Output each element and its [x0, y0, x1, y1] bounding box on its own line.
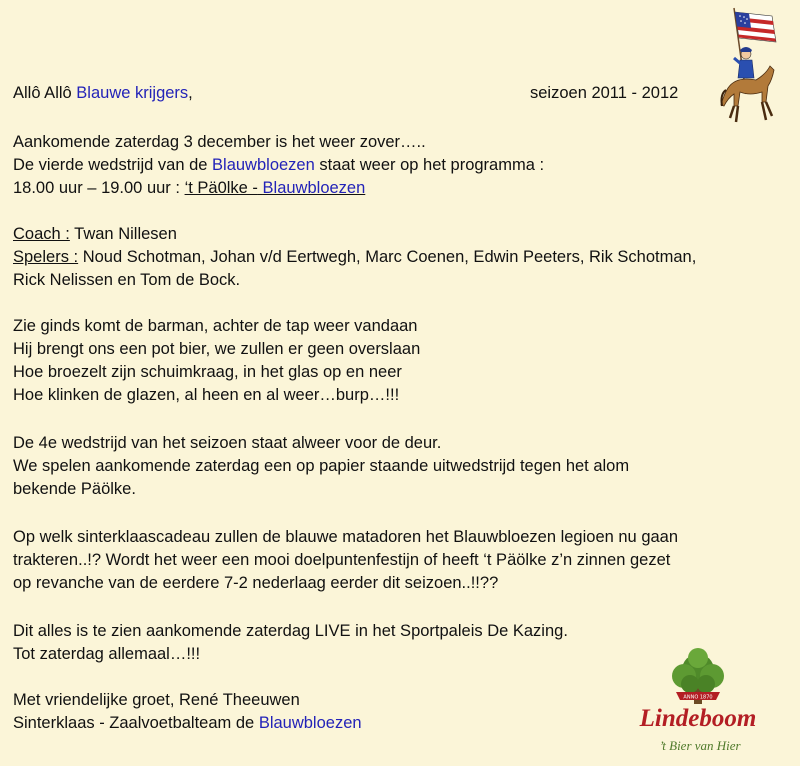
away-team: Blauwbloezen — [262, 179, 366, 197]
team-name: Blauwbloezen — [258, 714, 362, 732]
greeting-comma: , — [188, 84, 193, 102]
poem-line: Hij brengt ons een pot bier, we zullen er geen overslaan — [13, 340, 421, 358]
intro-text: staat weer op het programma : — [319, 156, 545, 174]
coach-line — [13, 223, 177, 245]
cavalry-soldier-illustration — [716, 2, 782, 130]
players-line-2: Rick Nelissen en Tom de Bock. — [13, 271, 241, 289]
poem-line: Zie ginds komt de barman, achter de tap weer vandaan — [13, 317, 418, 335]
logo-badge: ANNO 1870 — [683, 694, 713, 701]
paragraph-line: Tot zaterdag allemaal…!!! — [13, 645, 201, 663]
players-names: Noud Schotman, Johan v/d Eertwegh, Marc Coenen, Edwin Peeters, Rik Schotman, — [82, 248, 697, 266]
match-line — [13, 177, 365, 199]
paragraph-line: trakteren..!? Wordt het weer een mooi doelpuntenfestijn of heeft ‘t Päölke z’n zinnen gezet — [13, 551, 671, 569]
lindeboom-logo — [636, 646, 760, 758]
intro-line-1: Aankomende zaterdag 3 december is het weer zover….. — [13, 133, 426, 151]
signoff-line: Met vriendelijke groet, René Theeuwen — [13, 691, 300, 709]
paragraph-line: Op welk sinterklaascadeau zullen de blauwe matadoren het Blauwbloezen legioen nu gaan — [13, 528, 679, 546]
greeting-line — [13, 82, 193, 104]
team-name: Blauwbloezen — [212, 156, 315, 174]
us-flag-icon — [735, 12, 776, 42]
paragraph-line: bekende Päölke. — [13, 480, 136, 498]
paragraph-line: De 4e wedstrijd van het seizoen staat alweer voor de deur. — [13, 434, 442, 452]
intro-line-2 — [13, 154, 544, 176]
season-label: seizoen 2011 - 2012 — [530, 84, 679, 102]
players-line-1 — [13, 246, 696, 268]
paragraph-line: Dit alles is te zien aankomende zaterdag LIVE in het Sportpaleis De Kazing. — [13, 622, 568, 640]
greeting-prefix: Allô Allô — [13, 84, 72, 102]
home-team: ‘t Pä0lke - — [184, 179, 258, 197]
intro-text: De vierde wedstrijd van de — [13, 156, 208, 174]
coach-name: Twan Nillesen — [74, 225, 177, 243]
players-label: Spelers : — [13, 248, 79, 266]
match-time: 18.00 uur – 19.00 uur : — [13, 179, 180, 197]
paragraph-line: op revanche van de eerdere 7-2 nederlaag eerder dit seizoen..!!?? — [13, 574, 499, 592]
paragraph-line: We spelen aankomende zaterdag een op papier staande uitwedstrijd tegen het alom — [13, 457, 630, 475]
poem-line: Hoe klinken de glazen, al heen en al weer…burp…!!! — [13, 386, 400, 404]
logo-tagline: ’t Bier van Hier — [659, 738, 741, 753]
poem-line: Hoe broezelt zijn schuimkraag, in het glas op en neer — [13, 363, 402, 381]
signoff-text: Sinterklaas - Zaalvoetbalteam de — [13, 714, 255, 732]
match-fixture — [185, 179, 366, 197]
signoff-line-2 — [13, 712, 362, 734]
rider-icon — [734, 47, 754, 78]
team-name: Blauwe krijgers — [76, 84, 189, 102]
coach-label: Coach : — [13, 225, 70, 243]
logo-brand: Lindeboom — [639, 705, 757, 732]
